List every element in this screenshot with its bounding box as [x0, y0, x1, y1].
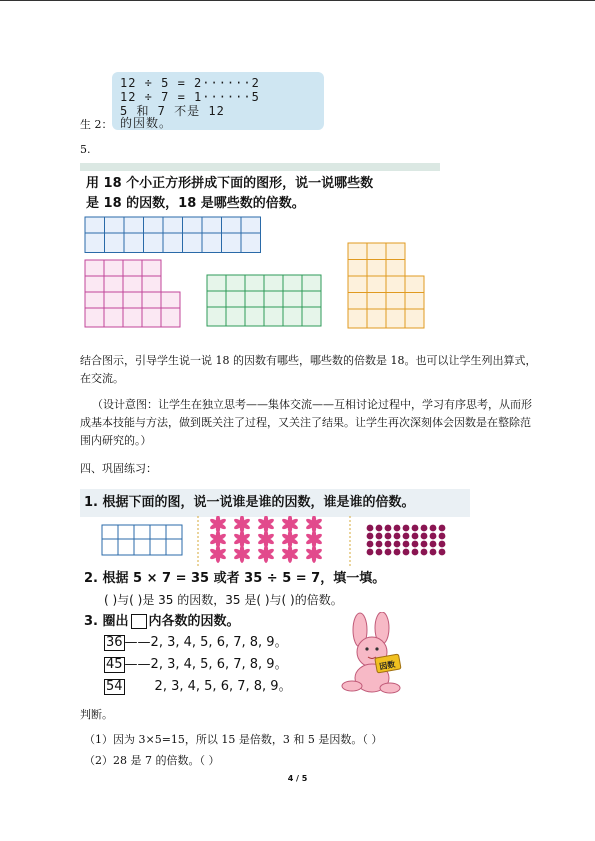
problem5-line2: 是 18 的因数，18 是哪些数的倍数。	[86, 196, 305, 211]
flower-array	[209, 516, 323, 563]
grid-cell	[367, 309, 386, 328]
judge-item-1: （1）因为 3×5=15，所以 15 是倍数，3 和 5 是因数。（ ）	[84, 733, 383, 746]
section4-title: 四、巩固练习：	[80, 462, 157, 475]
dot	[403, 549, 410, 556]
grid-cell	[302, 307, 321, 326]
dot	[367, 549, 374, 556]
dot	[412, 541, 419, 548]
exercise2-line1: 2. 根据 5 × 7 = 35 或者 35 ÷ 5 = 7，填一填。	[84, 571, 386, 586]
grid-cell	[283, 307, 302, 326]
grid-cell	[183, 233, 203, 253]
dot	[367, 525, 374, 532]
grid-cell	[348, 309, 367, 328]
row-dash: ——	[124, 635, 151, 650]
exercise3-row-1	[104, 632, 288, 654]
orange-grid	[348, 243, 424, 328]
dot	[439, 533, 446, 540]
empty-box-icon	[131, 614, 147, 629]
grid-cell	[144, 233, 164, 253]
row-list: 2, 3, 4, 5, 6, 7, 8, 9。	[150, 657, 288, 672]
grid-cell	[118, 539, 134, 555]
dot	[439, 525, 446, 532]
bunny-sign-text: 因数	[378, 659, 396, 672]
note-line-1: 12 ÷ 5 = 2······2	[120, 76, 260, 90]
grid-cell	[105, 233, 125, 253]
exercise1-title: 1. 根据下面的图，说一说谁是谁的因数，谁是谁的倍数。	[84, 495, 415, 510]
grid-cell	[150, 539, 166, 555]
dot	[376, 533, 383, 540]
dot	[403, 541, 410, 548]
page-number: 4 / 5	[287, 774, 308, 783]
grid-cell	[264, 307, 283, 326]
grid-cell	[405, 309, 424, 328]
dot	[439, 549, 446, 556]
grid-cell	[104, 308, 123, 327]
dot	[385, 541, 392, 548]
dot	[430, 541, 437, 548]
dot	[421, 541, 428, 548]
dot	[430, 549, 437, 556]
grid-cell	[207, 307, 226, 326]
grid-cell	[85, 308, 104, 327]
exercise1-figures	[100, 516, 460, 566]
dot	[412, 533, 419, 540]
dot	[412, 525, 419, 532]
green-grid	[207, 275, 321, 326]
page-top-border	[0, 0, 595, 1]
problem-banner	[80, 163, 440, 171]
exercise3-title-a: 3. 圈出	[84, 614, 129, 629]
row-list: 2, 3, 4, 5, 6, 7, 8, 9。	[154, 679, 292, 694]
student-answer-card	[112, 72, 324, 130]
boxed-number: 54	[106, 679, 123, 694]
dot	[367, 533, 374, 540]
grid-cell	[142, 308, 161, 327]
problem5-line1: 用 18 个小正方形拼成下面的图形，说一说哪些数	[86, 176, 374, 191]
note-line-3: 5 和 7 不是 12	[120, 104, 225, 118]
dot	[376, 549, 383, 556]
boxed-number: 36	[106, 635, 123, 650]
grid-cell	[85, 233, 105, 253]
exercise3-title-b: 内各数的因数。	[148, 614, 240, 629]
dot	[385, 533, 392, 540]
dot	[403, 533, 410, 540]
grid-cell	[102, 539, 118, 555]
grid-cell	[386, 309, 405, 328]
grid-cell	[134, 539, 150, 555]
grid-cell	[202, 233, 222, 253]
dot	[412, 549, 419, 556]
judge-item-2: （2）28 是 7 的倍数。（ ）	[84, 754, 220, 767]
exercise3-row-2	[104, 654, 288, 676]
exercise3-row-3	[104, 676, 292, 698]
item5-label: 5.	[80, 143, 91, 156]
paragraph-guide: 结合图示，引导学生说一说 18 的因数有哪些，哪些数的倍数是 18。也可以让学生列出算式，在交流。	[80, 354, 537, 385]
grid-cell	[226, 307, 245, 326]
dot	[403, 525, 410, 532]
grid-cell	[245, 307, 264, 326]
blue-grid	[85, 217, 261, 253]
dot	[421, 533, 428, 540]
paragraph-design-intent: （设计意图：让学生在独立思考——集体交流——互相讨论过程中，学习有序思考，从而形成基本技能与方法，做到既关注了过程，又关注了结果。让学生再次深刻体会因数是在整除范围内研究的。）	[80, 398, 532, 447]
grid-cell	[166, 539, 182, 555]
grid-cell	[124, 233, 144, 253]
row-list: 2, 3, 4, 5, 6, 7, 8, 9。	[150, 635, 288, 650]
dot	[385, 549, 392, 556]
exercise1-rect-grid	[102, 525, 182, 555]
dot	[430, 533, 437, 540]
dot-array	[367, 525, 446, 556]
note-line-2: 12 ÷ 7 = 1······5	[120, 90, 260, 104]
boxed-number: 45	[106, 657, 123, 672]
dot	[421, 549, 428, 556]
exercise3-title	[84, 611, 240, 633]
grid-cell	[161, 308, 180, 327]
dot	[439, 541, 446, 548]
grid-cell	[241, 233, 261, 253]
dot	[394, 525, 401, 532]
grid-cell	[222, 233, 242, 253]
dot	[367, 541, 374, 548]
dot	[376, 541, 383, 548]
grid-cell	[123, 308, 142, 327]
student2-label: 生 2：	[80, 118, 113, 131]
dot	[430, 525, 437, 532]
judge-title: 判断。	[80, 708, 113, 721]
dot	[421, 525, 428, 532]
bunny-icon	[330, 612, 425, 697]
dot	[394, 549, 401, 556]
pink-grid	[85, 260, 180, 327]
square-grids-figure	[80, 215, 440, 330]
exercise2-line2: ( )与( )是 35 的因数，35 是( )与( )的倍数。	[104, 593, 343, 607]
note-line-4: 的因数。	[120, 116, 173, 130]
dot	[394, 533, 401, 540]
dot	[394, 541, 401, 548]
dot	[385, 525, 392, 532]
grid-cell	[163, 233, 183, 253]
dot	[376, 525, 383, 532]
row-dash: ——	[124, 657, 151, 672]
